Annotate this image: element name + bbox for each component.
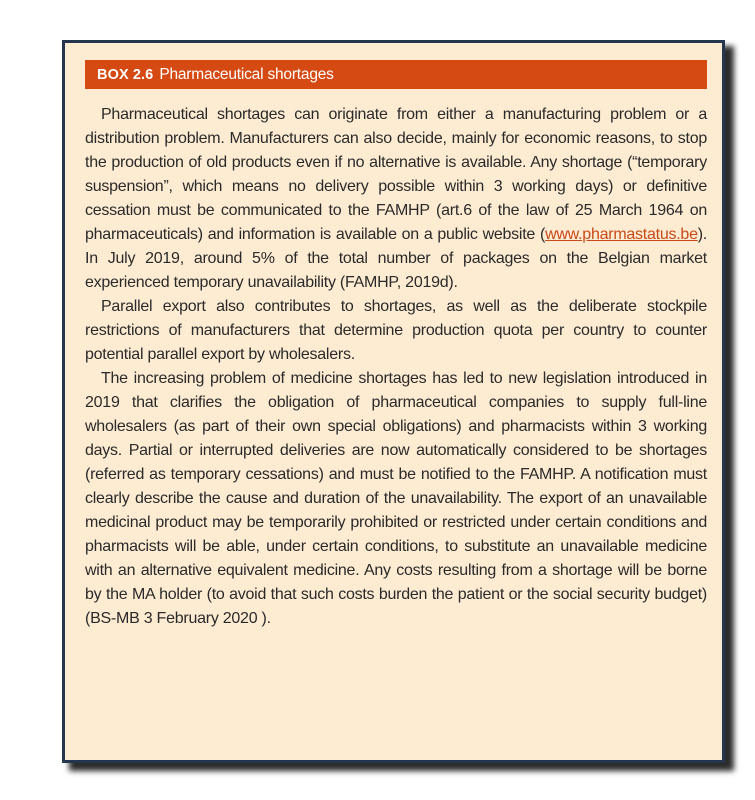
info-box xyxy=(62,40,725,763)
box-body xyxy=(85,103,707,631)
box-header xyxy=(85,60,707,89)
paragraph-1-text-after-link: ). In July 2019, around 5% of the total number of packages on the Belgian market experienced temporary unavailability (FAMHP, 2019d). xyxy=(85,226,707,291)
paragraph-2: Parallel export also contributes to shortages, as well as the deliberate stockpile restrictions of manufacturers that determine production quota per country to counter potential parallel export by wholesalers. xyxy=(85,298,707,363)
box-label: BOX 2.6 xyxy=(97,66,154,83)
box-title: Pharmaceutical shortages xyxy=(159,65,334,83)
paragraph-1 xyxy=(85,103,707,295)
paragraph-1-text-before-link: Pharmaceutical shortages can originate from either a manufacturing problem or a distribution problem. Manufacturers can also decide, mainly for economic reasons, to stop the production of old products even if no alternative is available. Any shortage (“temporary suspension”, which means no delivery possible within 3 working days) or definitive cessation must be communicated to the FAMHP (art.6 of the law of 25 March 1964 on pharmaceuticals) and information is available on a public website ( xyxy=(85,106,707,243)
pharmastatus-link[interactable]: www.pharmastatus.be xyxy=(545,226,698,243)
paragraph-3: The increasing problem of medicine shortages has led to new legislation introduced in 2019 that clarifies the obligation of pharmaceutical companies to supply full-line wholesalers (as part of their own special obligations) and pharmacists within 3 working days. Partial or interrupted deliveries are now automatically considered to be shortages (referred as temporary cessations) and must be notified to the FAMHP. A notification must clearly describe the cause and duration of the unavailability. The export of an unavailable medicinal product may be temporarily prohibited or restricted under certain conditions and pharmacists will be able, under certain conditions, to substitute an unavailable medicine with an alternative equivalent medicine. Any costs resulting from a shortage will be borne by the MA holder (to avoid that such costs burden the patient or the social security budget) (BS-MB 3 February 2020 ). xyxy=(85,370,707,627)
